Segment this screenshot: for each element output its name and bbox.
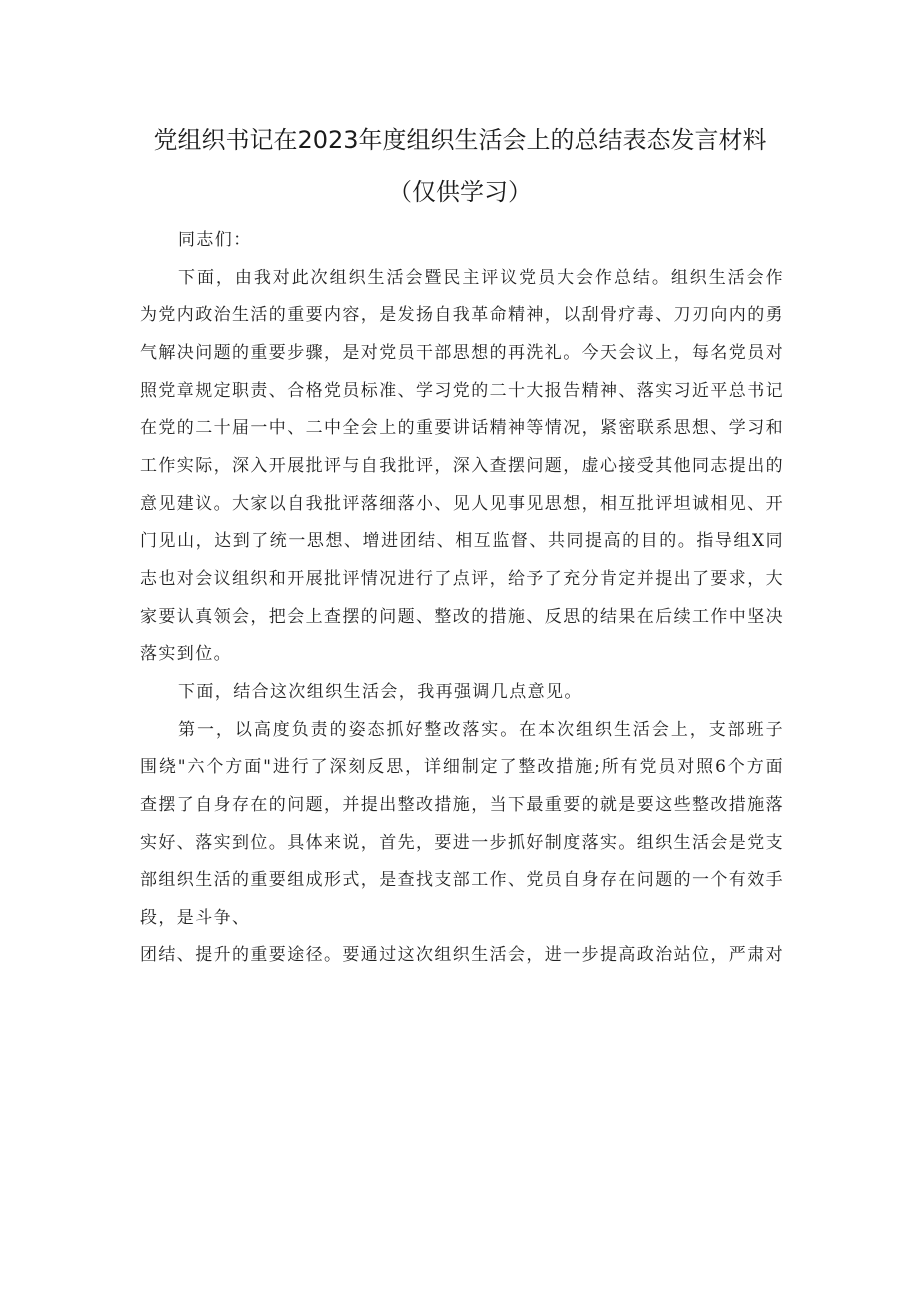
paragraph-point-one: 第一，以高度负责的姿态抓好整改落实。在本次组织生活会上，支部班子围绕"六个方面"进行了深刻反思，详细制定了整改措施;所有党员对照6个方面查摆了自身存在的问题，并提出整改措施，当下最重要的就是要这些整改措施落实好、落实到位。具体来说，首先，要进一步抓好制度落实。组织生活会是党支部组织生活的重要组成形式，是查找支部工作、党员自身存在问题的一个有效手段，是斗争、: [140, 719, 784, 928]
document-title: 党组织书记在2023年度组织生活会上的总结表态发言材料: [153, 126, 767, 154]
document-body: [140, 222, 784, 975]
document-subtitle: （仅供学习）: [388, 178, 532, 206]
paragraph-continuation: 团结、提升的重要途径。要通过这次组织生活会，进一步提高政治站位，严肃对: [140, 945, 784, 966]
paragraph-summary: 下面，由我对此次组织生活会暨民主评议党员大会作总结。组织生活会作为党内政治生活的重要内容，是发扬自我革命精神，以刮骨疗毒、刀刃向内的勇气解决问题的重要步骤，是对党员干部思想的再洗礼。今天会议上，每名党员对照党章规定职责、合格党员标准、学习党的二十大报告精神、落实习近平总书记在党的二十届一中、二中全会上的重要讲话精神等情况，紧密联系思想、学习和工作实际，深入开展批评与自我批评，深入查摆问题，虚心接受其他同志提出的意见建议。大家以自我批评落细落小、见人见事见思想，相互批评坦诚相见、开门见山，达到了统一思想、增进团结、相互监督、共同提高的目的。指导组X同志也对会议组织和开展批评情况进行了点评，给予了充分肯定并提出了要求，大家要认真领会，把会上查摆的问题、整改的措施、反思的结果在后续工作中坚决落实到位。: [140, 267, 784, 665]
salutation: 同志们：: [178, 230, 252, 250]
paragraph-transition: 下面，结合这次组织生活会，我再强调几点意见。: [178, 681, 583, 702]
